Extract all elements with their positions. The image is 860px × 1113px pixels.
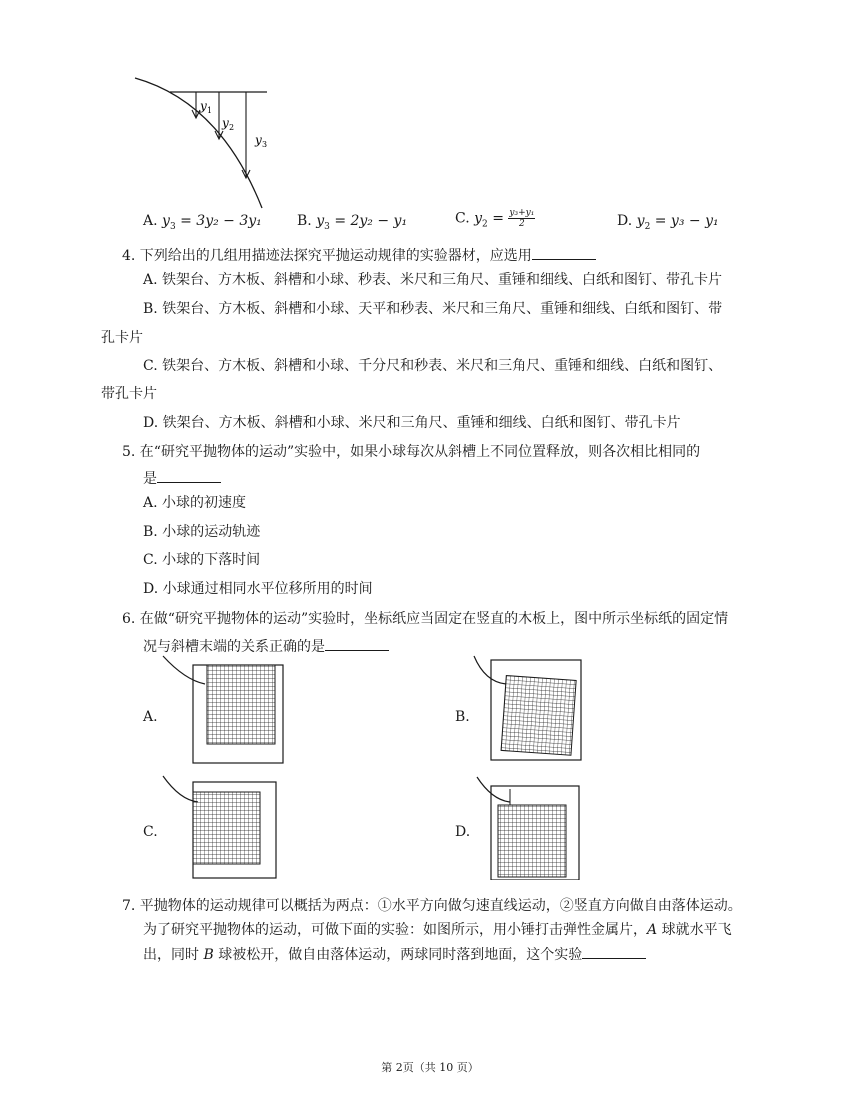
q6-stem: 6. 在做“研究平抛物体的运动”实验时，坐标纸应当固定在竖直的木板上，图中所示坐标纸的固定情	[122, 611, 729, 627]
q4-option-c-cont: 带孔卡片	[101, 386, 157, 402]
answer-blank	[532, 245, 596, 260]
q3-option-d: D. $y_2 = y_3 - y_1$	[617, 213, 719, 232]
svg-text:2: 2	[229, 123, 235, 132]
y2-label: y	[222, 116, 229, 130]
q4-stem: 4. 下列给出的几组用描迹法探究平抛运动规律的实验器材，应选用	[122, 245, 596, 266]
q6-label-d: D.	[455, 824, 471, 840]
trajectory-figure	[130, 72, 290, 212]
q5-stem-cont: 是	[143, 468, 221, 489]
q5-option-d: D. 小球通过相同水平位移所用的时间	[143, 581, 373, 597]
q7-line1: 7. 平抛物体的运动规律可以概括为两点：①水平方向做匀速直线运动，②竖直方向做自由落体运动。	[122, 898, 742, 914]
q5-option-a: A. 小球的初速度	[143, 495, 247, 511]
q3-option-b: B. $y_3 = 2y_2 - y_1$	[297, 213, 408, 232]
q4-option-d: D. 铁架台、方木板、斜槽和小球、米尺和三角尺、重锤和细线、白纸和图钉、带孔卡片	[143, 415, 681, 431]
q6-stem-cont: 况与斜槽末端的关系正确的是	[143, 636, 389, 657]
figure-a	[163, 656, 283, 763]
page-footer: 第 2页（共 10 页）	[381, 1061, 479, 1074]
q3-option-a: A. $y_3 = 3y_2 - 3y_1$	[143, 213, 262, 232]
y3-label: y	[255, 133, 262, 147]
q6-label-c: C.	[143, 824, 158, 840]
svg-text:1: 1	[207, 106, 213, 115]
q6-figures	[0, 650, 860, 880]
q4-option-c: C. 铁架台、方木板、斜槽和小球、千分尺和秒表、米尺和三角尺、重锤和细线、白纸和图钉、	[143, 358, 723, 374]
q4-option-b-cont: 孔卡片	[101, 330, 143, 346]
q3-option-c: C. $y_2$ = $\frac{\text{y₃+y₁}}{2}$	[455, 208, 535, 230]
answer-blank	[157, 468, 221, 483]
q6-label-a: A.	[143, 709, 158, 725]
q5-option-b: B. 小球的运动轨迹	[143, 524, 261, 540]
q5-option-c: C. 小球的下落时间	[143, 552, 261, 568]
figure-d	[477, 777, 579, 880]
q5-stem: 5. 在“研究平抛物体的运动”实验中，如果小球每次从斜槽上不同位置释放，则各次相比相同的	[122, 444, 701, 460]
q4-option-b: B. 铁架台、方木板、斜槽和小球、天平和秒表、米尺和三角尺、重锤和细线、白纸和图钉、带	[143, 301, 723, 317]
q4-option-a: A. 铁架台、方木板、斜槽和小球、秒表、米尺和三角尺、重锤和细线、白纸和图钉、带孔卡片	[143, 272, 723, 288]
fraction: $\frac{\text{y₃+y₁}}{2}$	[509, 208, 535, 229]
q7-line2: 为了研究平抛物体的运动，可做下面的实验：如图所示，用小锤打击弹性金属片，A 球就水平飞	[143, 922, 732, 938]
figure-b	[474, 656, 581, 760]
answer-blank	[325, 636, 389, 651]
svg-text:3: 3	[262, 140, 268, 149]
y1-label: y	[200, 99, 207, 113]
q6-label-b: B.	[455, 709, 470, 725]
figure-c	[163, 776, 276, 878]
answer-blank	[582, 944, 646, 959]
q7-line3: 出，同时 B 球被松开，做自由落体运动，两球同时落到地面，这个实验	[143, 944, 646, 965]
